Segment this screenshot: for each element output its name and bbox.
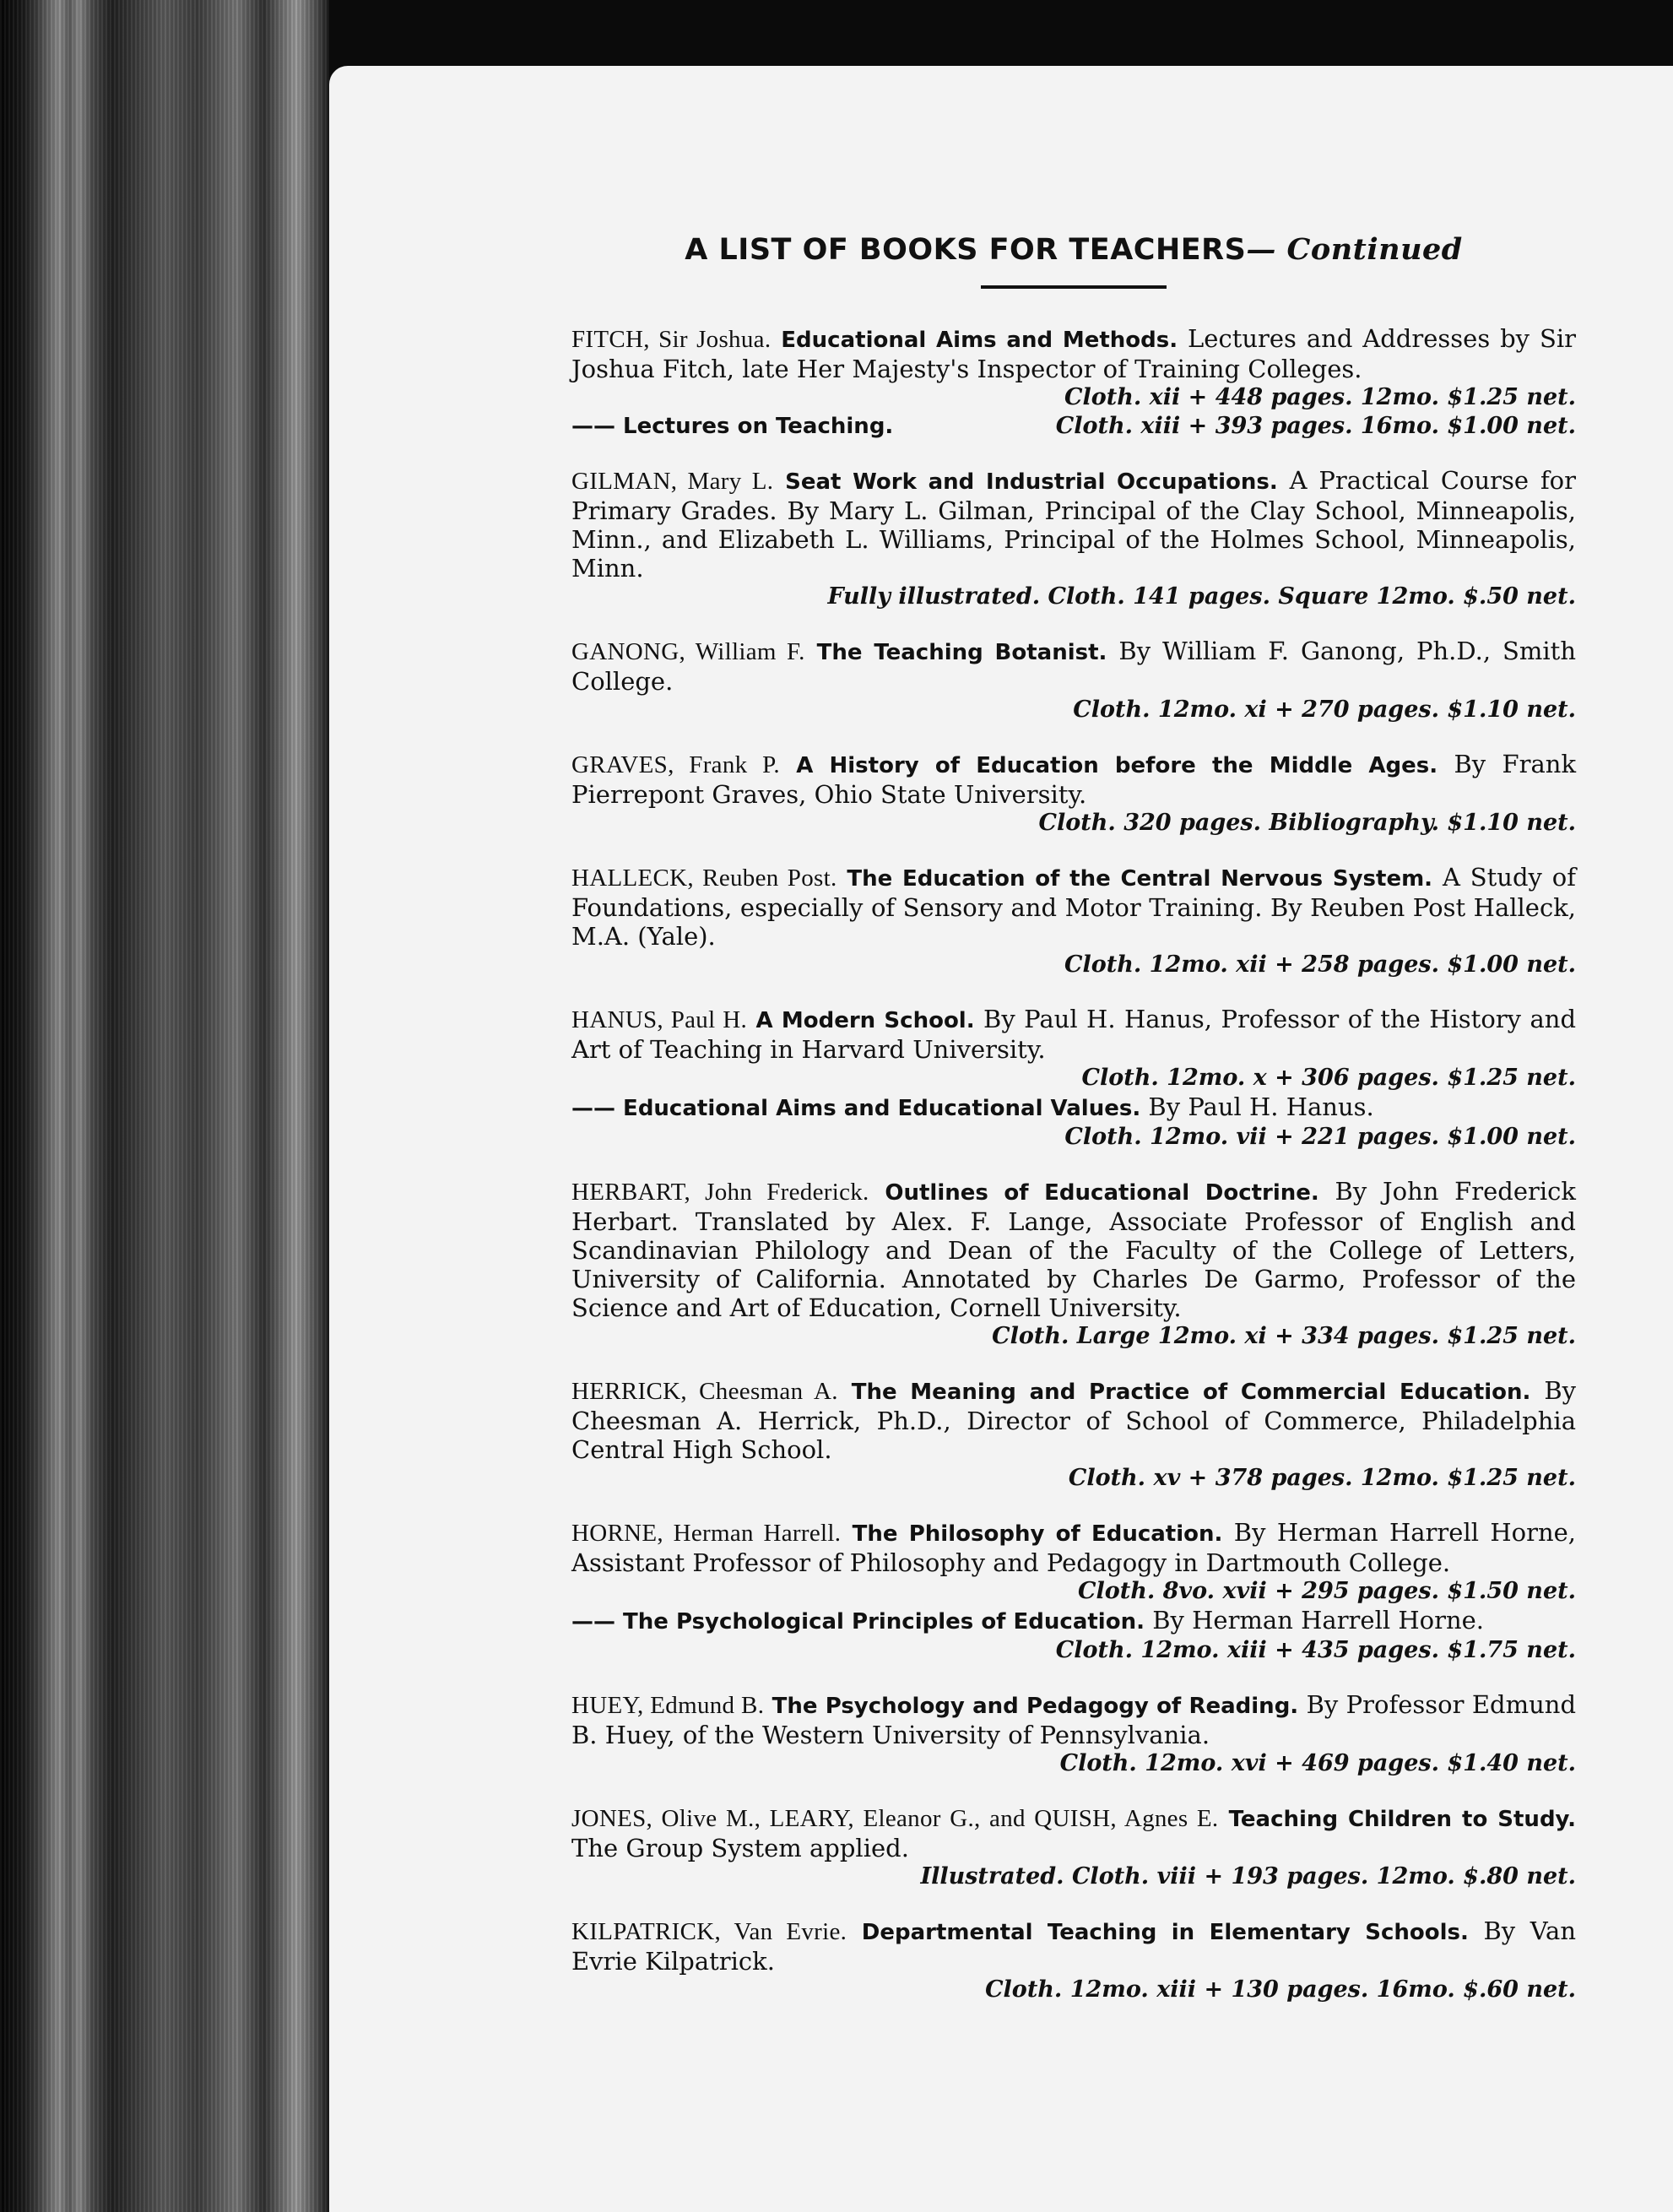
entry-author: HERBART, John Frederick.	[571, 1179, 869, 1206]
entry-text	[571, 1177, 1576, 1322]
entry-author: HERRICK, Cheesman A.	[571, 1378, 838, 1405]
entry-price: Illustrated. Cloth. viii + 193 pages. 12mo. $.80 net.	[920, 1863, 1576, 1889]
entry-author: HUEY, Edmund B.	[571, 1692, 765, 1719]
title-rule	[981, 285, 1167, 289]
entry-price: Cloth. 320 pages. Bibliography. $1.10 net.	[1038, 810, 1576, 836]
book-page	[329, 66, 1673, 2212]
entry-author: JONES, Olive M., LEARY, Eleanor G., and QUISH, Agnes E.	[571, 1805, 1219, 1832]
entry-price: Cloth. 12mo. xi + 270 pages. $1.10 net.	[1073, 697, 1576, 723]
entry-text	[571, 750, 1576, 809]
entry-title: Seat Work and Industrial Occupations.	[785, 469, 1278, 495]
entry-author: HORNE, Herman Harrell.	[571, 1520, 842, 1547]
entry-description: Lectures and Addresses by Sir Joshua Fitch, late Her Majesty's Inspector of Training Colleges.	[571, 324, 1576, 383]
book-entry	[571, 1917, 1576, 2004]
entry-title: The Psychology and Pedagogy of Reading.	[772, 1694, 1299, 1719]
entry-description: By Cheesman A. Herrick, Ph.D., Director of School of Commerce, Philadelphia Central High School.	[571, 1376, 1577, 1464]
entry-description: A Practical Course for Primary Grades. By Mary L. Gilman, Principal of the Clay School, Minneapolis, Minn., and Elizabeth L. Williams, Principal of the Holmes School, Minneapolis, Minn.	[571, 466, 1577, 583]
entry-price: Cloth. 12mo. xiii + 130 pages. 16mo. $.60 net.	[985, 1976, 1576, 2003]
entry-text	[571, 466, 1576, 583]
entry-author: HALLECK, Reuben Post.	[571, 865, 837, 892]
entry-description: By John Frederick Herbart. Translated by Alex. F. Lange, Associate Professor of English and Scandinavian Philology and Dean of the Faculty of the College of Letters, University of California. Annotated by Charles De Garmo, Professor of the Science and Art of Education, Cornell University.	[571, 1177, 1576, 1322]
entry-text	[571, 637, 1576, 696]
entry-price: Cloth. 12mo. xvi + 469 pages. $1.40 net.	[1059, 1750, 1576, 1776]
entry-price: Cloth. 12mo. x + 306 pages. $1.25 net.	[1081, 1065, 1576, 1091]
book-entry	[571, 324, 1576, 441]
entry-text	[571, 1518, 1576, 1577]
entry-price: Cloth. 8vo. xvii + 295 pages. $1.50 net.	[1077, 1578, 1576, 1604]
sub-entry	[571, 412, 1576, 441]
entry-price: Fully illustrated. Cloth. 141 pages. Square 12mo. $.50 net.	[827, 583, 1576, 610]
sub-entry-title: —— The Psychological Principles of Education.	[571, 1609, 1145, 1635]
sub-entry-description: By Herman Harrell Horne.	[1152, 1606, 1485, 1635]
entry-title: The Education of the Central Nervous System.	[847, 866, 1433, 892]
page-content	[571, 226, 1576, 2030]
entry-text	[571, 1005, 1576, 1064]
sub-entry-price: Cloth. 12mo. xiii + 435 pages. $1.75 net.	[1055, 1637, 1576, 1663]
entry-author: FITCH, Sir Joshua.	[571, 326, 772, 353]
entry-price: Cloth. 12mo. xii + 258 pages. $1.00 net.	[1064, 951, 1576, 978]
page-title	[571, 226, 1576, 274]
page-title-continued: — Continued	[1246, 232, 1463, 267]
book-entry	[571, 1690, 1576, 1778]
page-title-main: A LIST OF BOOKS FOR TEACHERS	[685, 233, 1247, 267]
sub-entry-description: By Paul H. Hanus.	[1148, 1092, 1374, 1121]
sub-entry-title: —— Educational Aims and Educational Values.	[571, 1096, 1141, 1121]
sub-entry	[571, 1606, 1576, 1636]
book-entry	[571, 750, 1576, 838]
book-entry	[571, 1177, 1576, 1351]
entry-price: Cloth. Large 12mo. xi + 334 pages. $1.25 net.	[992, 1323, 1576, 1349]
entry-title: Outlines of Educational Doctrine.	[885, 1180, 1319, 1206]
entry-text	[571, 1376, 1576, 1464]
book-entry	[571, 1005, 1576, 1152]
book-entry	[571, 1803, 1576, 1891]
entry-title: The Meaning and Practice of Commercial Education.	[851, 1380, 1531, 1405]
entry-description: By Professor Edmund B. Huey, of the Western University of Pennsylvania.	[571, 1690, 1577, 1749]
entry-price: Cloth. xii + 448 pages. 12mo. $1.25 net.	[1064, 384, 1576, 410]
entry-description: By Paul H. Hanus, Professor of the History and Art of Teaching in Harvard University.	[571, 1005, 1577, 1064]
entry-description: The Group System applied.	[571, 1834, 909, 1862]
sub-entry-price: Cloth. xiii + 393 pages. 16mo. $1.00 net.	[1055, 413, 1576, 439]
entry-price: Cloth. xv + 378 pages. 12mo. $1.25 net.	[1068, 1465, 1576, 1491]
entry-title: Departmental Teaching in Elementary Schools.	[861, 1920, 1469, 1945]
entry-description: By Herman Harrell Horne, Assistant Professor of Philosophy and Pedagogy in Dartmouth College.	[571, 1518, 1577, 1577]
entry-author: GANONG, William F.	[571, 638, 805, 665]
book-entry	[571, 466, 1576, 611]
entry-title: Teaching Children to Study.	[1228, 1807, 1576, 1832]
sub-entry	[571, 1092, 1576, 1123]
entry-description: By William F. Ganong, Ph.D., Smith College.	[571, 637, 1576, 696]
entry-author: KILPATRICK, Van Evrie.	[571, 1918, 847, 1945]
book-entry	[571, 637, 1576, 724]
entry-text	[571, 1690, 1576, 1749]
entry-title: Educational Aims and Methods.	[781, 328, 1178, 353]
sub-entry-price: Cloth. 12mo. vii + 221 pages. $1.00 net.	[1064, 1124, 1576, 1150]
entry-title: The Philosophy of Education.	[852, 1521, 1223, 1547]
entry-description: By Van Evrie Kilpatrick.	[571, 1917, 1576, 1976]
book-entry	[571, 863, 1576, 979]
book-entry	[571, 1376, 1576, 1493]
entry-text	[571, 324, 1576, 383]
entry-title: A History of Education before the Middle Ages.	[796, 753, 1438, 778]
sub-entry-title: —— Lectures on Teaching.	[571, 414, 894, 439]
entry-text	[571, 863, 1576, 951]
entry-author: HANUS, Paul H.	[571, 1006, 748, 1033]
entry-title: A Modern School.	[755, 1008, 975, 1033]
entry-text	[571, 1803, 1576, 1862]
entry-description: A Study of Foundations, especially of Sensory and Motor Training. By Reuben Post Halleck, M.A. (Yale).	[571, 863, 1576, 951]
entry-text	[571, 1917, 1576, 1976]
entry-title: The Teaching Botanist.	[816, 640, 1107, 665]
book-spine	[0, 0, 329, 2212]
entry-author: GRAVES, Frank P.	[571, 751, 780, 778]
entry-author: GILMAN, Mary L.	[571, 468, 774, 495]
entry-description: By Frank Pierrepont Graves, Ohio State University.	[571, 750, 1577, 809]
book-entry	[571, 1518, 1576, 1665]
